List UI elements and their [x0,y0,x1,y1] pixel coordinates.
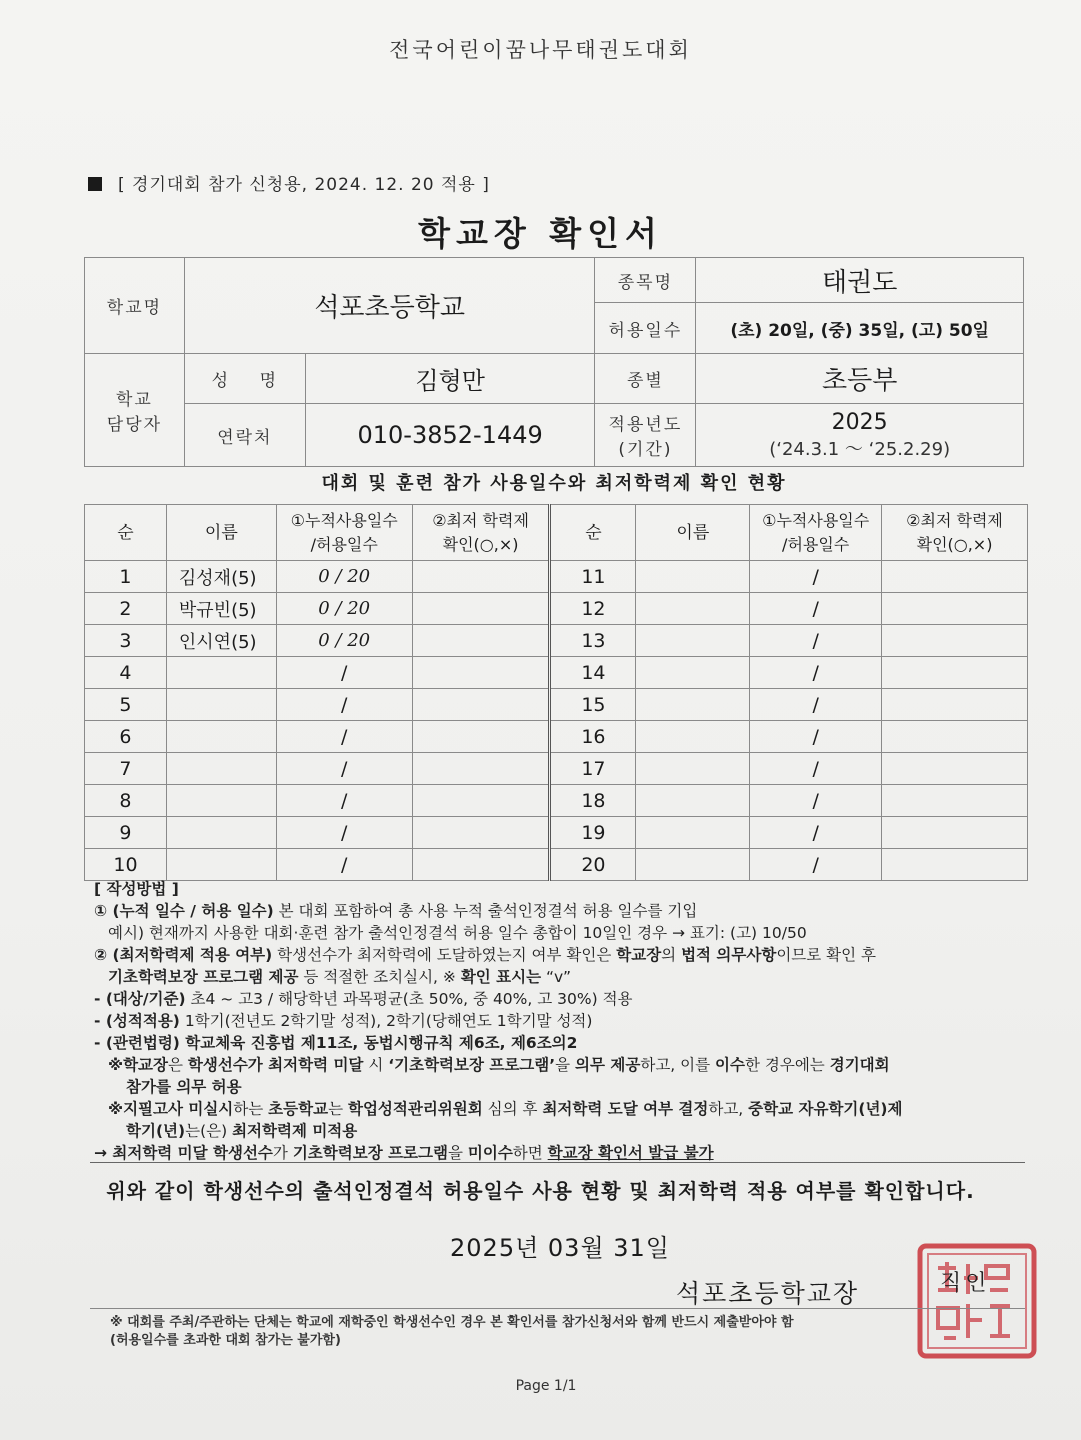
instruction-text: 경기대회 [829,1056,890,1074]
row-no: 1 [85,561,167,593]
student-name [166,721,276,753]
instruction-text: 의무 제공 [575,1056,641,1074]
used-allowed-days: / [750,849,882,881]
divider [90,1308,1025,1309]
page-number: Page 1/1 [515,1378,577,1394]
col-header-minimum-right-line2: 확인(○,×) [916,534,993,554]
table-row [85,817,1028,849]
used-allowed-days: / [276,657,412,689]
name-label: 성 명 [184,354,305,404]
minimum-check [412,593,550,625]
instruction-text: 이수 [715,1056,745,1074]
student-name [166,753,276,785]
table-row [85,593,1028,625]
minimum-check [882,721,1028,753]
official-seal-icon [914,1238,1040,1364]
table-row [85,785,1028,817]
table-row [85,561,1028,593]
instruction-line [94,1010,1024,1032]
minimum-check [882,785,1028,817]
instruction-text: 한 경우에는 [744,1056,830,1074]
instruction-text: 학교체육 진흥법 제11조, 동법시행규칙 제6조, 제6조의2 [179,1034,578,1052]
division-label: 종별 [595,354,696,404]
contact-person-label [85,354,185,467]
used-allowed-days: / [750,753,882,785]
instruction-line [94,1054,1024,1076]
row-no: 10 [85,849,167,881]
used-allowed-days: 0 / 20 [276,561,412,593]
event-name: 태권도 [696,258,1024,303]
contact-name: 김형만 [305,354,595,404]
minimum-check [882,849,1028,881]
division: 초등부 [696,354,1024,404]
instruction-line [94,900,1024,922]
minimum-check [412,689,550,721]
footnote-line: (허용일수를 초과한 대회 참가는 불가함) [110,1333,341,1348]
instruction-text: 학교장 [616,946,662,964]
col-header-minimum-left-line2: 확인(○,×) [442,534,519,554]
instruction-text: 하는 [233,1100,269,1118]
used-allowed-days: / [750,593,882,625]
student-name [636,625,750,657]
instruction-text: ‘기초학력보장 프로그램’ [388,1056,556,1074]
row-no: 4 [85,657,167,689]
col-header-days-right-line2: /허용일수 [782,534,850,554]
instruction-text: 학업성적관리위원회 [347,1100,483,1118]
col-header-minimum-left [412,505,550,561]
used-allowed-days: / [750,657,882,689]
instruction-text: 참가를 의무 허용 [126,1078,242,1096]
instruction-text: 기초학력보장 프로그램 [292,1144,448,1162]
application-year: 2025 [831,409,888,435]
student-name [166,817,276,849]
row-no: 9 [85,817,167,849]
row-no: 13 [550,625,636,657]
instruction-line [94,966,1024,988]
row-no: 16 [550,721,636,753]
used-allowed-days: / [276,689,412,721]
instruction-text: 시 [363,1056,389,1074]
used-allowed-days: / [750,561,882,593]
row-no: 15 [550,689,636,721]
used-allowed-days: / [750,785,882,817]
student-name [636,657,750,689]
year-label-line2: (기간) [618,440,673,460]
instruction-line [94,1120,1024,1142]
instruction-text: 는(은) [185,1122,233,1140]
row-no: 11 [550,561,636,593]
instruction-text: 하면 [512,1144,548,1162]
col-header-days-right-line1: ①누적사용일수 [762,510,870,530]
instruction-text: ① (누적 일수 / 허용 일수) [94,902,274,920]
col-header-minimum-right-line1: ②최저 학력제 [906,510,1003,530]
row-no: 14 [550,657,636,689]
minimum-check [882,561,1028,593]
document-title: 학교장 확인서 [418,214,663,253]
student-name [636,817,750,849]
instruction-text: 는 [328,1100,348,1118]
student-name [636,721,750,753]
instruction-text: 하고, [708,1100,749,1118]
instruction-text: 은 [168,1056,188,1074]
used-allowed-days: / [276,849,412,881]
minimum-check [412,849,550,881]
minimum-check [412,817,550,849]
minimum-check [412,657,550,689]
year-label [595,404,696,467]
instructions-heading [94,878,1024,900]
minimum-check [412,625,550,657]
student-name [636,561,750,593]
principal-signature: 석포초등학교장 [676,1279,860,1308]
instruction-line [94,1032,1024,1054]
minimum-check [882,689,1028,721]
instruction-text: 본 대회 포함하여 총 사용 누적 출석인정결석 허용 일수를 기입 [273,902,698,920]
row-no: 3 [85,625,167,657]
contact-person-label-line2: 담당자 [106,415,163,435]
col-header-name-left: 이름 [166,505,276,561]
event-label: 종목명 [595,258,696,303]
row-no: 2 [85,593,167,625]
table-row [85,721,1028,753]
instruction-text: 이므로 확인 후 [776,946,877,964]
col-header-days-left-line2: /허용일수 [310,534,378,554]
used-allowed-days: / [750,689,882,721]
instruction-line [94,1098,1024,1120]
row-no: 20 [550,849,636,881]
student-name [636,753,750,785]
instruction-text: 최저학력 도달 여부 결정 [542,1100,709,1118]
instruction-line [94,1142,1024,1164]
instruction-text: 기초학력보장 프로그램 제공 [108,968,299,986]
student-name: 인시연(5) [166,625,276,657]
minimum-check [412,721,550,753]
used-allowed-days: / [276,753,412,785]
instructions-heading-text: [ 작성방법 ] [94,880,179,898]
student-name [636,689,750,721]
allowed-days: (초) 20일, (중) 35일, (고) 50일 [696,303,1024,354]
used-allowed-days: 0 / 20 [276,593,412,625]
used-allowed-days: / [750,817,882,849]
col-header-days-right [750,505,882,561]
student-name: 박규빈(5) [166,593,276,625]
row-no: 19 [550,817,636,849]
used-allowed-days: 0 / 20 [276,625,412,657]
application-year-cell [696,404,1024,467]
minimum-check [882,753,1028,785]
row-no: 8 [85,785,167,817]
student-name [166,689,276,721]
roster-table [84,504,1028,881]
notice-line: [ 경기대회 참가 신청용, 2024. 12. 20 적용 ] [118,175,490,195]
roster-subtitle: 대회 및 훈련 참가 사용일수와 최저학력제 확인 현황 [321,473,787,494]
confirmation-statement: 위와 같이 학생선수의 출석인정결석 허용일수 사용 현황 및 최저학력 적용 여부를 확인합니다. [106,1179,975,1203]
instruction-line [94,988,1024,1010]
divider [90,1162,1025,1163]
instruction-text: 학기(년) [126,1122,186,1140]
school-name: 석포초등학교 [184,258,595,354]
row-no: 12 [550,593,636,625]
year-label-line1: 적용년도 [608,415,683,435]
instruction-text: - (대상/기준) [94,990,186,1008]
phone-label: 연락처 [184,404,305,467]
col-header-no-right: 순 [550,505,636,561]
minimum-check [412,561,550,593]
instruction-text: 초등학교 [268,1100,329,1118]
student-name [636,593,750,625]
minimum-check [882,593,1028,625]
instruction-text: 학생선수가 최저학력에 도달하였는지 여부 확인은 [272,946,617,964]
square-bullet-icon [88,177,102,191]
table-row [85,625,1028,657]
student-name [636,849,750,881]
row-no: 17 [550,753,636,785]
used-allowed-days: / [276,817,412,849]
table-row [85,689,1028,721]
used-allowed-days: / [750,625,882,657]
footnote [110,1314,794,1350]
used-allowed-days: / [276,785,412,817]
instruction-text: - (성적적용) [94,1012,180,1030]
instruction-text: 의 [661,946,682,964]
instruction-text: “v” [541,968,571,986]
used-allowed-days: / [750,721,882,753]
instruction-text: 최저학력제 미적용 [232,1122,358,1140]
minimum-check [412,753,550,785]
minimum-check [412,785,550,817]
row-no: 7 [85,753,167,785]
col-header-no-left: 순 [85,505,167,561]
row-no: 5 [85,689,167,721]
instruction-text: 확인 표시는 [460,968,542,986]
student-name: 김성재(5) [166,561,276,593]
col-header-days-left-line1: ①누적사용일수 [290,510,398,530]
row-no: 6 [85,721,167,753]
student-name [166,849,276,881]
phone-number: 010-3852-1449 [305,404,595,467]
instruction-text: ※지필고사 미실시 [108,1100,234,1118]
student-name [636,785,750,817]
table-row [85,849,1028,881]
instruction-text: 하고, 이를 [640,1056,716,1074]
instruction-text: 초4 ~ 고3 / 해당학년 과목평균(초 50%, 중 40%, 고 30%) 적용 [185,990,633,1008]
instruction-text: 심의 후 [482,1100,543,1118]
used-allowed-days: / [276,721,412,753]
instruction-text: → 최저학력 미달 학생선수 [94,1144,273,1162]
row-no: 18 [550,785,636,817]
table-row [85,657,1028,689]
instruction-text: 을 [447,1144,468,1162]
writing-instructions [94,878,1024,1164]
instruction-text: 법적 의무사항 [681,946,777,964]
instruction-text: 예시) 현재까지 사용한 대회·훈련 참가 출석인정결석 허용 일수 총합이 10일인 경우 → 표기: (고) 10/50 [108,924,807,942]
allowed-days-label: 허용일수 [595,303,696,354]
instruction-text: 미이수 [467,1144,513,1162]
school-label: 학교명 [85,258,185,354]
instruction-line [94,1076,1024,1098]
instruction-text: ② (최저학력제 적용 여부) [94,946,273,964]
table-row [85,753,1028,785]
instruction-text: - (관련법령) [94,1034,180,1052]
student-name [166,785,276,817]
instruction-text: 을 [555,1056,576,1074]
instruction-text: 학교장 확인서 발급 불가 [547,1144,714,1162]
instruction-text: 가 [272,1144,293,1162]
minimum-check [882,817,1028,849]
student-name [166,657,276,689]
application-period: (‘24.3.1 ～ ‘25.2.29) [769,438,951,460]
instruction-line [94,922,1024,944]
col-header-name-right: 이름 [636,505,750,561]
instruction-text: 중학교 자유학기(년)제 [748,1100,903,1118]
seal-label: 직인 [940,1271,991,1296]
minimum-check [882,625,1028,657]
instruction-text: 학생선수가 최저학력 미달 [187,1056,364,1074]
contact-person-label-line1: 학교 [116,390,153,410]
footnote-line: ※ 대회를 주최/주관하는 단체는 학교에 재학중인 학생선수인 경우 본 확인서를 참가신청서와 함께 반드시 제출받아야 함 [110,1315,794,1330]
instruction-text: 등 적절한 조치실시, ※ [298,968,461,986]
col-header-minimum-right [882,505,1028,561]
issue-date: 2025년 03월 31일 [450,1234,670,1262]
instruction-text: 1학기(전년도 2학기말 성적), 2학기(당해연도 1학기말 성적) [179,1012,593,1030]
competition-header: 전국어린이꿈나무태권도대회 [389,38,692,62]
minimum-check [882,657,1028,689]
col-header-minimum-left-line1: ②최저 학력제 [432,510,529,530]
instruction-text: ※학교장 [108,1056,168,1074]
instruction-line [94,944,1024,966]
info-table [84,257,1024,467]
col-header-days-left [276,505,412,561]
